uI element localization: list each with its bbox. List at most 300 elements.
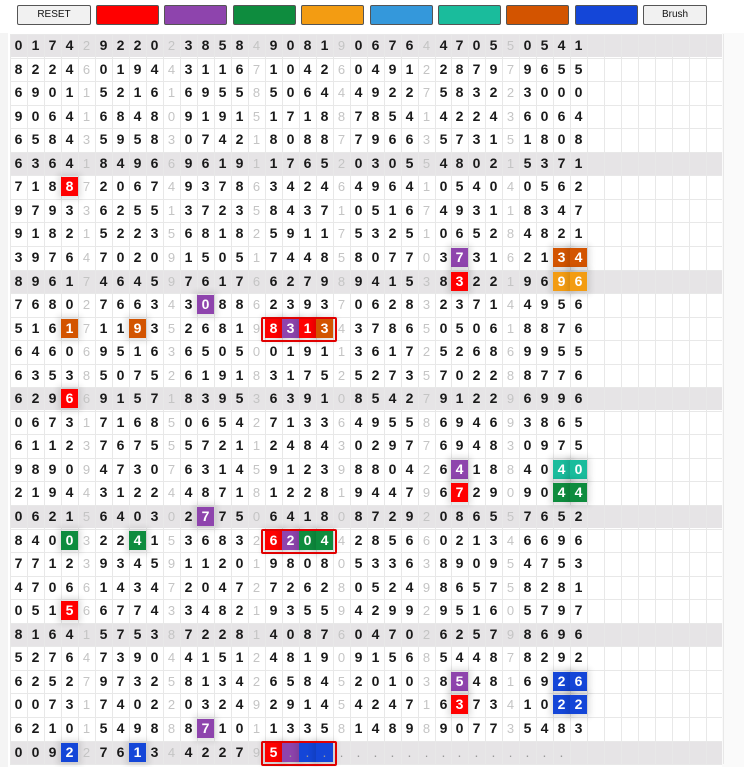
grid-cell[interactable]: 2 [303, 178, 312, 194]
grid-cell[interactable]: 8 [337, 109, 346, 124]
grid-cell[interactable]: 8 [371, 108, 380, 124]
grid-cell[interactable]: 4 [337, 321, 346, 336]
grid-cell[interactable]: 0 [337, 556, 346, 571]
grid-cell[interactable]: 5 [99, 225, 108, 241]
grid-cell[interactable]: 9 [523, 484, 532, 500]
grid-cell[interactable]: 7 [371, 508, 380, 524]
grid-cell[interactable]: 0 [540, 696, 549, 712]
grid-cell[interactable]: 8 [150, 108, 159, 124]
grid-cell[interactable]: 9 [540, 343, 549, 359]
grid-cell[interactable]: 1 [320, 343, 329, 359]
grid-cell[interactable]: 3 [354, 343, 363, 359]
grid-cell[interactable]: 8 [455, 84, 464, 100]
grid-cell[interactable]: 4 [65, 37, 74, 53]
grid-cell[interactable]: 9 [557, 626, 566, 642]
grid-cell[interactable]: 4 [65, 626, 74, 642]
grid-cell[interactable]: 5 [167, 415, 176, 430]
grid-cell[interactable]: 7 [422, 438, 431, 453]
grid-cell[interactable]: 4 [133, 108, 142, 124]
grid-cell[interactable]: 9 [48, 202, 57, 218]
grid-cell[interactable]: 3 [82, 556, 91, 571]
grid-cell[interactable]: 7 [133, 437, 142, 453]
grid-cell[interactable]: 5 [506, 132, 515, 147]
grid-cell[interactable]: 4 [570, 483, 587, 502]
grid-cell[interactable]: 4 [439, 202, 448, 218]
grid-cell[interactable]: 6 [65, 579, 74, 595]
grid-cell[interactable]: 0 [14, 508, 23, 524]
grid-cell[interactable]: 0 [201, 579, 210, 595]
grid-cell[interactable]: 0 [405, 673, 414, 689]
grid-cell[interactable]: 4 [523, 296, 532, 312]
grid-cell[interactable]: 8 [422, 721, 431, 736]
grid-cell[interactable]: 6 [252, 274, 261, 289]
grid-cell[interactable]: 5 [354, 225, 363, 241]
grid-cell[interactable]: 8 [269, 131, 278, 147]
grid-cell[interactable]: 3 [167, 603, 176, 618]
grid-cell[interactable]: 0 [354, 155, 363, 171]
grid-cell[interactable]: 2 [65, 437, 74, 453]
grid-cell[interactable]: 9 [523, 273, 532, 289]
grid-cell[interactable]: 3 [282, 319, 299, 338]
grid-cell[interactable]: 9 [489, 484, 498, 500]
grid-cell[interactable]: 4 [320, 437, 329, 453]
grid-cell[interactable]: 3 [167, 344, 176, 359]
grid-cell[interactable]: 6 [455, 579, 464, 595]
grid-cell[interactable]: 3 [451, 695, 468, 714]
grid-cell[interactable]: 1 [422, 226, 431, 241]
grid-cell[interactable]: 7 [320, 626, 329, 642]
grid-cell[interactable]: 6 [472, 343, 481, 359]
grid-cell[interactable]: 0 [252, 344, 261, 359]
grid-cell[interactable]: 7 [455, 131, 464, 147]
grid-cell[interactable]: 7 [388, 367, 397, 383]
grid-cell[interactable]: 6 [574, 296, 583, 312]
grid-cell[interactable]: 9 [218, 390, 227, 406]
grid-cell[interactable]: 6 [14, 437, 23, 453]
grid-cell[interactable]: 9 [489, 61, 498, 77]
grid-cell[interactable]: 7 [48, 414, 57, 430]
grid-cell[interactable]: 1 [574, 155, 583, 171]
grid-cell[interactable]: 8 [303, 626, 312, 642]
grid-cell[interactable]: 1 [252, 603, 261, 618]
grid-cell[interactable]: 6 [439, 484, 448, 500]
grid-cell[interactable]: 1 [218, 155, 227, 171]
grid-cell[interactable]: 1 [218, 273, 227, 289]
grid-cell[interactable]: 8 [523, 579, 532, 595]
grid-cell[interactable]: 9 [405, 720, 414, 736]
grid-cell[interactable]: 4 [506, 179, 515, 194]
grid-cell[interactable]: 1 [201, 555, 210, 571]
grid-cell[interactable]: 2 [354, 673, 363, 689]
grid-cell[interactable]: 6 [574, 320, 583, 336]
grid-cell[interactable]: 4 [99, 273, 108, 289]
grid-cell[interactable]: 5 [388, 532, 397, 548]
grid-cell[interactable]: 3 [371, 155, 380, 171]
grid-cell[interactable]: 5 [405, 225, 414, 241]
grid-cell[interactable]: 2 [252, 580, 261, 595]
grid-cell[interactable]: 9 [99, 555, 108, 571]
grid-cell[interactable]: 6 [269, 508, 278, 524]
grid-cell[interactable]: 5 [506, 556, 515, 571]
grid-cell[interactable]: 3 [303, 720, 312, 736]
grid-cell[interactable]: 0 [472, 555, 481, 571]
grid-cell[interactable]: 8 [540, 414, 549, 430]
grid-cell[interactable]: 9 [14, 225, 23, 241]
grid-cell[interactable]: 8 [252, 85, 261, 100]
grid-cell[interactable]: 2 [116, 202, 125, 218]
grid-cell[interactable]: 4 [439, 37, 448, 53]
grid-cell[interactable]: 5 [150, 202, 159, 218]
grid-cell[interactable]: 9 [218, 108, 227, 124]
grid-cell[interactable]: 4 [320, 84, 329, 100]
grid-cell[interactable]: 0 [388, 155, 397, 171]
grid-cell[interactable]: 5 [265, 743, 282, 762]
grid-cell[interactable]: 9 [506, 415, 515, 430]
grid-cell[interactable]: 7 [405, 484, 414, 500]
grid-cell[interactable]: 7 [540, 602, 549, 618]
grid-cell[interactable]: 0 [523, 178, 532, 194]
grid-cell[interactable]: 1 [523, 696, 532, 712]
grid-cell[interactable]: 2 [553, 672, 570, 691]
grid-cell[interactable]: 8 [354, 249, 363, 265]
grid-cell[interactable]: 2 [235, 131, 244, 147]
grid-cell[interactable]: 3 [472, 249, 481, 265]
grid-cell[interactable]: . [508, 745, 513, 760]
grid-cell[interactable]: 1 [133, 84, 142, 100]
grid-cell[interactable]: 6 [184, 225, 193, 241]
grid-cell[interactable]: 5 [218, 37, 227, 53]
grid-cell[interactable]: 0 [354, 37, 363, 53]
grid-cell[interactable]: 8 [252, 485, 261, 500]
grid-cell[interactable]: 6 [14, 673, 23, 689]
grid-cell[interactable]: 1 [506, 156, 515, 171]
grid-cell[interactable]: 4 [472, 414, 481, 430]
grid-cell[interactable]: 0 [197, 295, 214, 314]
grid-cell[interactable]: 8 [14, 532, 23, 548]
grid-cell[interactable]: . [474, 744, 479, 760]
grid-cell[interactable]: 0 [506, 485, 515, 500]
grid-cell[interactable]: 9 [252, 321, 261, 336]
grid-cell[interactable]: 5 [439, 84, 448, 100]
grid-cell[interactable]: 0 [303, 555, 312, 571]
grid-cell[interactable]: 6 [14, 131, 23, 147]
grid-cell[interactable]: 3 [553, 248, 570, 267]
grid-cell[interactable]: 3 [235, 202, 244, 218]
grid-cell[interactable]: 2 [150, 673, 159, 689]
grid-cell[interactable]: 6 [99, 508, 108, 524]
grid-cell[interactable]: 9 [337, 603, 346, 618]
grid-cell[interactable]: 6 [388, 131, 397, 147]
grid-cell[interactable]: 6 [82, 391, 91, 406]
grid-cell[interactable]: 2 [184, 320, 193, 336]
grid-cell[interactable]: 0 [61, 531, 78, 550]
grid-cell[interactable]: 1 [472, 602, 481, 618]
grid-cell[interactable]: 0 [218, 249, 227, 265]
grid-cell[interactable]: 4 [235, 461, 244, 477]
grid-cell[interactable]: 7 [337, 226, 346, 241]
grid-cell[interactable]: 5 [388, 649, 397, 665]
grid-cell[interactable]: 3 [184, 602, 193, 618]
grid-cell[interactable]: 6 [405, 555, 414, 571]
grid-cell[interactable]: 5 [269, 225, 278, 241]
grid-cell[interactable]: 1 [31, 37, 40, 53]
grid-cell[interactable]: 5 [14, 320, 23, 336]
grid-cell[interactable]: 7 [405, 696, 414, 712]
grid-cell[interactable]: 9 [201, 84, 210, 100]
grid-cell[interactable]: 9 [506, 391, 515, 406]
grid-cell[interactable]: 1 [320, 37, 329, 53]
grid-cell[interactable]: 6 [99, 202, 108, 218]
grid-cell[interactable]: 1 [489, 202, 498, 218]
grid-cell[interactable]: 9 [540, 296, 549, 312]
grid-cell[interactable]: 1 [31, 437, 40, 453]
grid-cell[interactable]: 6 [557, 178, 566, 194]
grid-cell[interactable]: 1 [320, 390, 329, 406]
grid-cell[interactable]: 9 [99, 673, 108, 689]
grid-cell[interactable]: 1 [303, 108, 312, 124]
grid-cell[interactable]: 3 [303, 202, 312, 218]
grid-cell[interactable]: 1 [235, 484, 244, 500]
grid-cell[interactable]: 9 [371, 414, 380, 430]
grid-cell[interactable]: 7 [388, 249, 397, 265]
grid-cell[interactable]: 0 [422, 250, 431, 265]
grid-cell[interactable]: 9 [371, 131, 380, 147]
grid-cell[interactable]: . [407, 744, 412, 760]
grid-cell[interactable]: 9 [99, 343, 108, 359]
grid-cell[interactable]: 9 [133, 720, 142, 736]
grid-cell[interactable]: 7 [472, 61, 481, 77]
grid-cell[interactable]: 7 [218, 178, 227, 194]
grid-cell[interactable]: 5 [371, 390, 380, 406]
grid-cell[interactable]: 8 [82, 368, 91, 383]
grid-cell[interactable]: 2 [31, 673, 40, 689]
grid-cell[interactable]: 5 [133, 390, 142, 406]
grid-cell[interactable]: 9 [48, 390, 57, 406]
grid-cell[interactable]: 4 [133, 555, 142, 571]
grid-cell[interactable]: 5 [150, 555, 159, 571]
grid-cell[interactable]: 6 [252, 179, 261, 194]
grid-cell[interactable]: 9 [354, 649, 363, 665]
grid-cell[interactable]: 4 [65, 484, 74, 500]
grid-cell[interactable]: 2 [388, 579, 397, 595]
grid-cell[interactable]: 8 [320, 508, 329, 524]
grid-cell[interactable]: 0 [354, 202, 363, 218]
grid-cell[interactable]: 8 [303, 437, 312, 453]
grid-cell[interactable]: 5 [167, 438, 176, 453]
grid-cell[interactable]: 6 [540, 273, 549, 289]
grid-cell[interactable]: 8 [218, 602, 227, 618]
grid-cell[interactable]: 8 [31, 461, 40, 477]
grid-cell[interactable]: 8 [99, 155, 108, 171]
grid-cell[interactable]: 6 [574, 626, 583, 642]
grid-cell[interactable]: 2 [48, 61, 57, 77]
grid-cell[interactable]: 5 [574, 414, 583, 430]
grid-cell[interactable]: 0 [150, 37, 159, 53]
grid-cell[interactable]: 8 [540, 320, 549, 336]
grid-cell[interactable]: 2 [472, 390, 481, 406]
grid-cell[interactable]: 5 [235, 343, 244, 359]
grid-cell[interactable]: 0 [184, 131, 193, 147]
grid-cell[interactable]: 0 [523, 37, 532, 53]
grid-cell[interactable]: 1 [48, 555, 57, 571]
grid-cell[interactable]: 8 [218, 532, 227, 548]
grid-cell[interactable]: 8 [320, 131, 329, 147]
grid-cell[interactable]: 8 [557, 720, 566, 736]
grid-cell[interactable]: 4 [65, 131, 74, 147]
grid-cell[interactable]: 4 [116, 720, 125, 736]
grid-cell[interactable]: 1 [303, 696, 312, 712]
grid-cell[interactable]: 2 [150, 484, 159, 500]
grid-cell[interactable]: 5 [489, 37, 498, 53]
grid-cell[interactable]: 0 [31, 696, 40, 712]
grid-cell[interactable]: 2 [371, 602, 380, 618]
grid-cell[interactable]: 7 [472, 720, 481, 736]
grid-cell[interactable]: 9 [455, 414, 464, 430]
grid-cell[interactable]: 2 [218, 555, 227, 571]
grid-cell[interactable]: 1 [405, 61, 414, 77]
grid-cell[interactable]: 1 [116, 414, 125, 430]
grid-cell[interactable]: 2 [506, 85, 515, 100]
grid-cell[interactable]: 5 [354, 555, 363, 571]
grid-cell[interactable]: 1 [116, 61, 125, 77]
grid-cell[interactable]: 9 [48, 461, 57, 477]
grid-cell[interactable]: 4 [523, 555, 532, 571]
grid-cell[interactable]: 9 [320, 273, 329, 289]
grid-cell[interactable]: 1 [82, 721, 91, 736]
grid-cell[interactable]: 1 [201, 367, 210, 383]
grid-cell[interactable]: 6 [540, 61, 549, 77]
grid-cell[interactable]: 3 [201, 696, 210, 712]
grid-cell[interactable]: 2 [133, 225, 142, 241]
grid-cell[interactable]: 6 [439, 626, 448, 642]
grid-cell[interactable]: 5 [235, 390, 244, 406]
grid-cell[interactable]: 6 [201, 414, 210, 430]
grid-cell[interactable]: 0 [472, 155, 481, 171]
grid-cell[interactable]: 9 [540, 390, 549, 406]
grid-cell[interactable]: 6 [574, 390, 583, 406]
grid-cell[interactable]: 3 [31, 155, 40, 171]
grid-cell[interactable]: 6 [337, 415, 346, 430]
grid-cell[interactable]: 9 [455, 555, 464, 571]
grid-cell[interactable]: 2 [218, 626, 227, 642]
grid-cell[interactable]: 0 [48, 84, 57, 100]
grid-cell[interactable]: 6 [184, 343, 193, 359]
grid-cell[interactable]: 6 [150, 155, 159, 171]
grid-cell[interactable]: 0 [388, 461, 397, 477]
grid-cell[interactable]: 8 [371, 461, 380, 477]
grid-cell[interactable]: 2 [252, 226, 261, 241]
grid-cell[interactable]: 4 [303, 249, 312, 265]
grid-cell[interactable]: 6 [150, 343, 159, 359]
grid-cell[interactable]: 3 [82, 132, 91, 147]
grid-cell[interactable]: 3 [405, 367, 414, 383]
grid-cell[interactable]: 3 [150, 626, 159, 642]
grid-cell[interactable]: 5 [439, 649, 448, 665]
grid-cell[interactable]: . [356, 744, 361, 760]
grid-cell[interactable]: 9 [269, 602, 278, 618]
grid-cell[interactable]: 9 [388, 602, 397, 618]
grid-cell[interactable]: 9 [303, 390, 312, 406]
grid-cell[interactable]: 5 [320, 720, 329, 736]
grid-cell[interactable]: 8 [150, 720, 159, 736]
grid-cell[interactable]: 5 [540, 178, 549, 194]
grid-cell[interactable]: 2 [150, 696, 159, 712]
grid-cell[interactable]: 0 [540, 461, 549, 477]
grid-cell[interactable]: 9 [133, 61, 142, 77]
grid-cell[interactable]: 9 [269, 555, 278, 571]
grid-cell[interactable]: 6 [48, 108, 57, 124]
grid-cell[interactable]: 4 [218, 131, 227, 147]
grid-cell[interactable]: 6 [472, 508, 481, 524]
grid-cell[interactable]: 2 [388, 296, 397, 312]
grid-cell[interactable]: 9 [48, 484, 57, 500]
grid-cell[interactable]: 2 [303, 484, 312, 500]
grid-cell[interactable]: 4 [422, 38, 431, 53]
grid-cell[interactable]: 4 [286, 437, 295, 453]
grid-cell[interactable]: 2 [184, 579, 193, 595]
grid-cell[interactable]: 2 [422, 627, 431, 642]
grid-cell[interactable]: 4 [540, 720, 549, 736]
grid-cell[interactable]: 5 [218, 414, 227, 430]
grid-cell[interactable]: 4 [371, 61, 380, 77]
grid-cell[interactable]: 3 [82, 438, 91, 453]
grid-cell[interactable]: 2 [282, 531, 299, 550]
grid-cell[interactable]: 4 [523, 461, 532, 477]
grid-cell[interactable]: . [282, 743, 299, 762]
grid-cell[interactable]: 2 [252, 650, 261, 665]
grid-cell[interactable]: 2 [167, 368, 176, 383]
grid-cell[interactable]: 1 [235, 437, 244, 453]
grid-cell[interactable]: 7 [82, 321, 91, 336]
grid-cell[interactable]: . [441, 744, 446, 760]
grid-cell[interactable]: 3 [472, 202, 481, 218]
grid-cell[interactable]: 6 [523, 108, 532, 124]
grid-cell[interactable]: 3 [133, 673, 142, 689]
grid-cell[interactable]: 7 [506, 62, 515, 77]
grid-cell[interactable]: 6 [337, 62, 346, 77]
grid-cell[interactable]: 7 [354, 131, 363, 147]
grid-cell[interactable]: 5 [455, 602, 464, 618]
grid-cell[interactable]: 3 [184, 296, 193, 312]
grid-cell[interactable]: 3 [286, 296, 295, 312]
grid-cell[interactable]: 6 [48, 155, 57, 171]
grid-cell[interactable]: 8 [184, 390, 193, 406]
grid-cell[interactable]: 8 [320, 484, 329, 500]
grid-cell[interactable]: 2 [31, 649, 40, 665]
grid-cell[interactable]: 5 [303, 602, 312, 618]
grid-cell[interactable]: 6 [116, 296, 125, 312]
grid-cell[interactable]: 8 [489, 649, 498, 665]
grid-cell[interactable]: 6 [337, 179, 346, 194]
grid-cell[interactable]: 0 [133, 508, 142, 524]
grid-cell[interactable]: 9 [337, 462, 346, 477]
grid-cell[interactable]: 6 [48, 343, 57, 359]
grid-cell[interactable]: 0 [65, 461, 74, 477]
grid-cell[interactable]: 9 [184, 178, 193, 194]
grid-cell[interactable]: 4 [354, 696, 363, 712]
grid-cell[interactable]: 0 [133, 696, 142, 712]
grid-cell[interactable]: 7 [99, 249, 108, 265]
grid-cell[interactable]: 9 [31, 273, 40, 289]
grid-cell[interactable]: 1 [48, 720, 57, 736]
grid-cell[interactable]: 0 [439, 508, 448, 524]
grid-cell[interactable]: 0 [439, 225, 448, 241]
grid-cell[interactable]: 4 [388, 696, 397, 712]
grid-cell[interactable]: 6 [455, 225, 464, 241]
grid-cell[interactable]: 6 [14, 390, 23, 406]
grid-cell[interactable]: 2 [422, 344, 431, 359]
grid-cell[interactable]: 5 [557, 508, 566, 524]
